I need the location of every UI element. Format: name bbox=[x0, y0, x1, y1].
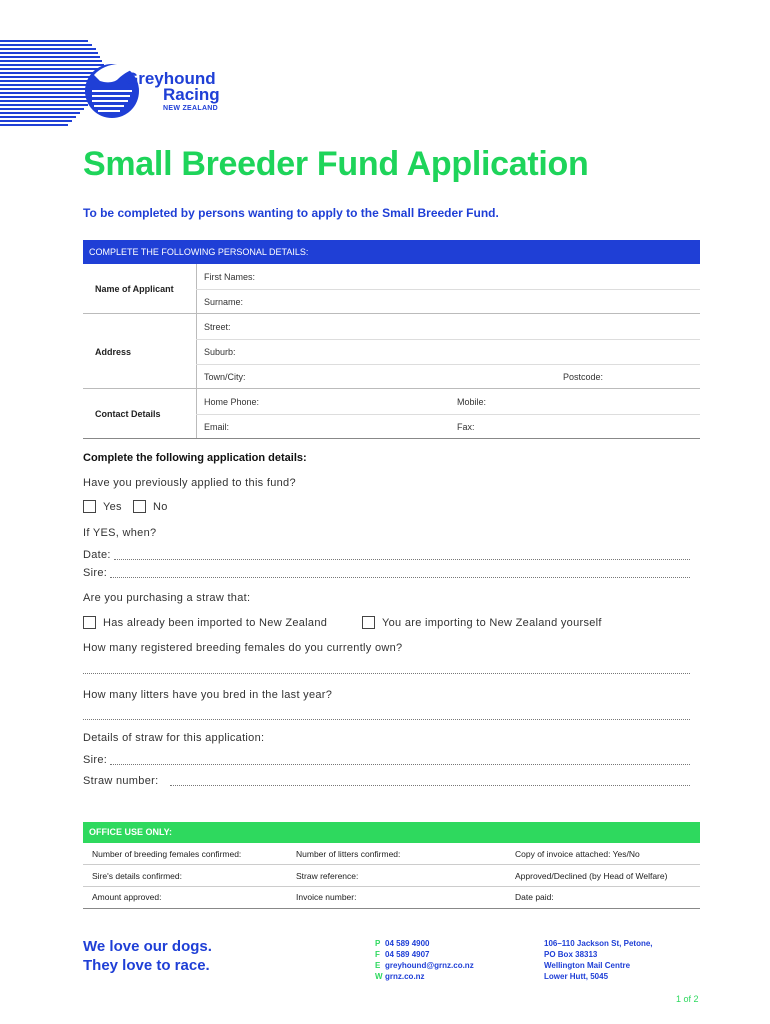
date-input-line[interactable] bbox=[114, 558, 690, 560]
contact-details-label: Contact Details bbox=[95, 409, 161, 419]
footer-web[interactable]: grnz.co.nz bbox=[385, 972, 425, 981]
question-litters: How many litters have you bred in the last year? bbox=[83, 689, 333, 701]
logo-word-nz: NEW ZEALAND bbox=[163, 105, 219, 112]
page-number: 1 of 2 bbox=[676, 994, 699, 1004]
footer-fax: 04 589 4907 bbox=[385, 950, 430, 959]
straw-details-label: Details of straw for this application: bbox=[83, 732, 265, 744]
street-field[interactable]: Street: bbox=[204, 322, 231, 332]
fax-field[interactable]: Fax: bbox=[457, 422, 475, 432]
office-use-table bbox=[83, 822, 700, 909]
office-cell: Invoice number: bbox=[296, 892, 357, 902]
importing-label: You are importing to New Zealand yourself bbox=[382, 617, 602, 629]
office-cell: Copy of invoice attached: Yes/No bbox=[515, 849, 640, 859]
web-letter: W bbox=[375, 972, 383, 981]
imported-label: Has already been imported to New Zealand bbox=[103, 617, 328, 629]
address-line: Wellington Mail Centre bbox=[544, 961, 631, 970]
address-line: 106–110 Jackson St, Petone, bbox=[544, 939, 653, 948]
slogan-line-2: They love to race. bbox=[83, 957, 210, 974]
mobile-field[interactable]: Mobile: bbox=[457, 397, 487, 407]
email-field[interactable]: Email: bbox=[204, 422, 230, 432]
personal-details-table bbox=[83, 240, 700, 439]
footer-phone: 04 589 4900 bbox=[385, 939, 430, 948]
personal-details-header: COMPLETE THE FOLLOWING PERSONAL DETAILS: bbox=[83, 240, 700, 264]
yes-label: Yes bbox=[103, 501, 122, 513]
office-cell: Sire's details confirmed: bbox=[92, 871, 182, 881]
postcode-field[interactable]: Postcode: bbox=[563, 372, 604, 382]
address-label: Address bbox=[95, 347, 132, 357]
sire-label: Sire: bbox=[83, 567, 108, 579]
first-names-field[interactable]: First Names: bbox=[204, 272, 256, 282]
logo-word-racing: Racing bbox=[163, 85, 220, 104]
footer-email[interactable]: greyhound@grnz.co.nz bbox=[385, 961, 474, 970]
litters-input-line[interactable] bbox=[83, 718, 690, 720]
logo-word-greyhound: Greyhound bbox=[125, 69, 216, 88]
office-cell: Date paid: bbox=[515, 892, 554, 902]
address-line: Lower Hutt, 5045 bbox=[544, 972, 609, 981]
home-phone-field[interactable]: Home Phone: bbox=[204, 397, 260, 407]
email-letter: E bbox=[375, 961, 381, 970]
address-group bbox=[83, 314, 700, 389]
office-use-header: OFFICE USE ONLY: bbox=[83, 822, 700, 843]
town-city-field[interactable]: Town/City: bbox=[204, 372, 246, 382]
office-cell: Straw reference: bbox=[296, 871, 359, 881]
if-yes-when-label: If YES, when? bbox=[83, 527, 157, 539]
address-line: PO Box 38313 bbox=[544, 950, 598, 959]
phone-letter: P bbox=[375, 939, 381, 948]
no-label: No bbox=[153, 501, 168, 513]
footer-contacts bbox=[375, 938, 474, 982]
straw-number-label: Straw number: bbox=[83, 775, 159, 787]
slogan-line-1: We love our dogs. bbox=[83, 938, 212, 955]
question-straw: Are you purchasing a straw that: bbox=[83, 592, 251, 604]
suburb-field[interactable]: Suburb: bbox=[204, 347, 236, 357]
straw-sire-input-line[interactable] bbox=[110, 763, 690, 765]
fax-letter: F bbox=[375, 950, 380, 959]
footer-address bbox=[544, 938, 653, 982]
greyhound-logo-icon bbox=[84, 55, 164, 125]
no-checkbox[interactable] bbox=[133, 500, 146, 513]
importing-checkbox[interactable] bbox=[362, 616, 375, 629]
date-label: Date: bbox=[83, 549, 111, 561]
question-previous-applied: Have you previously applied to this fund? bbox=[83, 477, 296, 489]
straw-number-input-line[interactable] bbox=[170, 784, 690, 786]
breeding-females-input-line[interactable] bbox=[83, 672, 690, 674]
office-cell: Approved/Declined (by Head of Welfare) bbox=[515, 871, 668, 881]
name-of-applicant-label: Name of Applicant bbox=[95, 284, 174, 294]
page-subtitle: To be completed by persons wanting to apply to the Small Breeder Fund. bbox=[83, 206, 499, 220]
application-details-heading: Complete the following application details: bbox=[83, 452, 307, 464]
surname-field[interactable]: Surname: bbox=[204, 297, 244, 307]
sire-input-line[interactable] bbox=[110, 576, 690, 578]
imported-checkbox[interactable] bbox=[83, 616, 96, 629]
question-breeding-females: How many registered breeding females do you currently own? bbox=[83, 642, 403, 654]
yes-checkbox[interactable] bbox=[83, 500, 96, 513]
office-cell: Number of breeding females confirmed: bbox=[92, 849, 242, 859]
office-cell: Number of litters confirmed: bbox=[296, 849, 401, 859]
page-title: Small Breeder Fund Application bbox=[83, 145, 589, 183]
straw-sire-label: Sire: bbox=[83, 754, 108, 766]
office-cell: Amount approved: bbox=[92, 892, 162, 902]
